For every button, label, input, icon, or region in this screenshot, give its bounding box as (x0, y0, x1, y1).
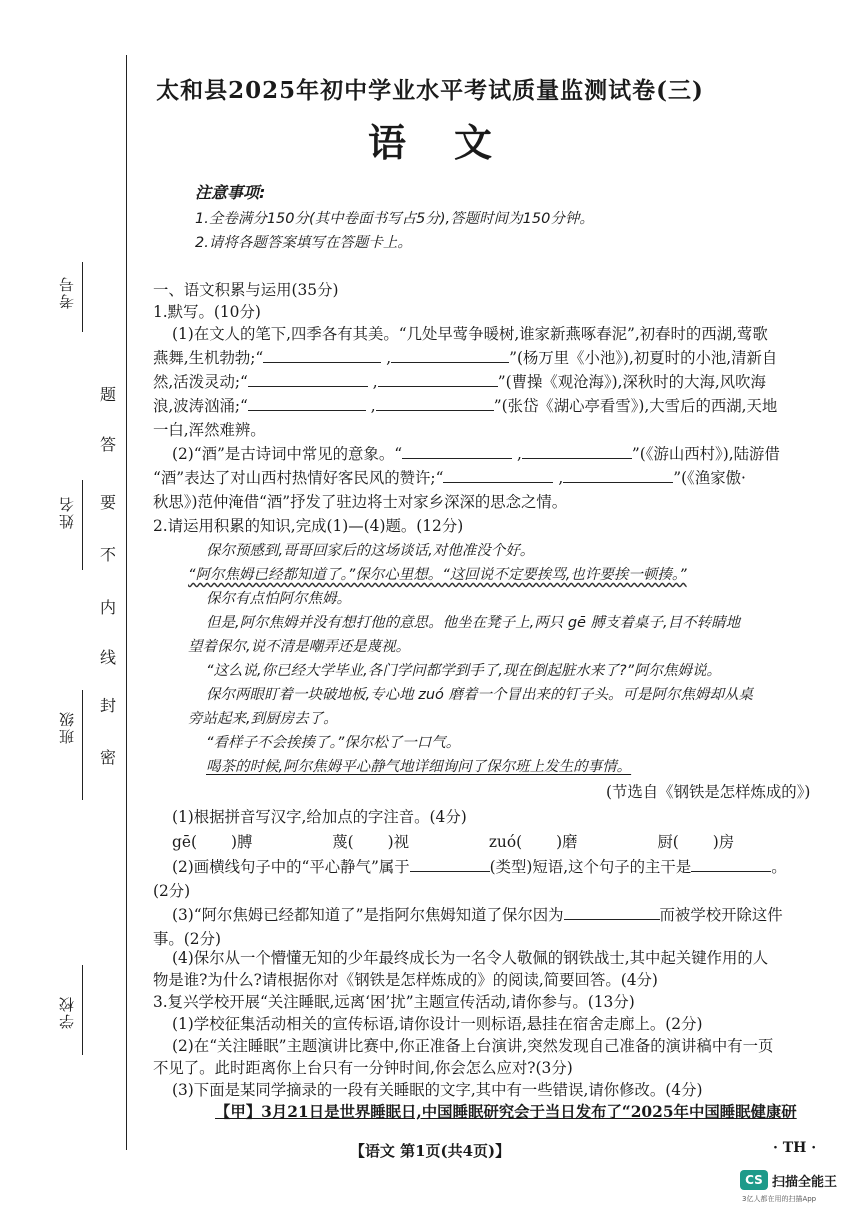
answer-blank[interactable] (376, 396, 494, 411)
pinyin-text: )磨 (556, 833, 578, 851)
passage-line-text: 喝茶的时候,阿尔焦姆平心静气地详细询问了保尔班上发生的事情。 (206, 759, 632, 775)
passage-line: 旁站起来,到厨房去了。 (188, 711, 338, 727)
pinyin-text: 蔑( (332, 833, 354, 851)
watermark-sub: 3亿人都在用的扫描App (742, 1195, 817, 1203)
name-line (82, 480, 83, 570)
q1-text-part: ”(杨万里《小池》),初夏时的小池,清新自 (509, 349, 778, 367)
q1-text-part: (2)“酒”是古诗词中常见的意象。“ (172, 445, 403, 463)
sub-question: 事。(2分) (153, 930, 221, 948)
notice-heading: 注意事项: (195, 183, 266, 202)
q1-text-part: ”(曹操《观沧海》),深秋时的大海,风吹海 (497, 373, 766, 391)
seal-char: 要 (100, 493, 117, 512)
answer-blank[interactable] (563, 468, 673, 483)
answer-blank[interactable] (564, 905, 660, 920)
seal-char: 封 (100, 696, 117, 715)
answer-blank[interactable] (402, 444, 512, 459)
page-footer: 【语文 第1页(共4页)】 (349, 1142, 511, 1160)
q1-text: (1)在文人的笔下,四季各有其美。“几处早莺争暖树,谁家新燕啄春泥”,初春时的西湖,莺歌 (172, 325, 768, 343)
sub-question-part: 而被学校开除这件 (659, 906, 783, 924)
name-label: 姓名 (58, 495, 76, 529)
sub-question (172, 855, 787, 877)
pinyin-text: )房 (712, 833, 735, 851)
q1-text-part: “酒”表达了对山西村热情好客民风的赞许;“ (153, 469, 444, 487)
sub-question: (2分) (153, 882, 191, 900)
seal-char: 题 (100, 385, 117, 404)
notice-item: 1.全卷满分150分(其中卷面书写占5分),答题时间为150分钟。 (195, 211, 594, 227)
passage-line: 保尔预感到,哥哥回家后的这场谈话,对他准没个好。 (206, 543, 535, 559)
passage-line: “这么说,你已经大学毕业,各门学问都学到手了,现在倒起脏水来了?”阿尔焦姆说。 (206, 663, 722, 679)
q1-text-part: ”(张岱《湖心亭看雪》),大雪后的西湖,天地 (493, 397, 778, 415)
seal-char: 线 (100, 648, 117, 667)
passage-line (206, 755, 631, 776)
sub-question-part: (类型)短语,这个句子的主干是 (489, 858, 692, 876)
sub-question-part: (2)画横线句子中的“平心静气”属于 (172, 858, 410, 876)
passage-line: 望着保尔,说不清是嘲弄还是蔑视。 (188, 639, 411, 655)
seal-char: 不 (100, 545, 117, 564)
q1-text: 一白,浑然难辨。 (153, 421, 266, 439)
q1-text-part: 浪,波涛汹涌;“ (153, 397, 248, 415)
sub-question: 物是谁?为什么?请根据你对《钢铁是怎样炼成的》的阅读,简要回答。(4分) (153, 971, 658, 989)
sub-question-part: (3)“阿尔焦姆已经都知道了”是指阿尔焦姆知道了保尔因为 (172, 906, 564, 924)
passage-line: “看样子不会挨揍了。”保尔松了一口气。 (206, 735, 461, 751)
q1-text: 燕舞,生机勃勃;“ , ”(杨万里《小池》),初夏时的小池,清新自 (153, 349, 778, 367)
pinyin-text: 厨( (657, 833, 679, 851)
cs-logo-icon: CS (740, 1170, 768, 1190)
answer-blank[interactable] (248, 396, 366, 411)
seal-char: 答 (100, 435, 117, 454)
pinyin-row (172, 830, 734, 852)
answer-blank[interactable] (410, 857, 490, 872)
binding-line (126, 55, 127, 1150)
sub-question (172, 903, 783, 925)
answer-blank[interactable] (248, 372, 368, 387)
sub-question: 不见了。此时距离你上台只有一分钟时间,你会怎么应对?(3分) (153, 1059, 573, 1077)
sub-question-part: 。 (771, 858, 787, 876)
sub-question: 【甲】3月21日是世界睡眠日,中国睡眠研究会于当日发布了“2025年中国睡眠健康研 (215, 1103, 797, 1121)
class-label: 班级 (58, 710, 76, 744)
pinyin-text: )膊 (230, 833, 253, 851)
answer-blank[interactable] (691, 857, 771, 872)
q1-text: “酒”表达了对山西村热情好客民风的赞许;“ , ”(《渔家傲· (153, 469, 746, 487)
q1-text-part: 燕舞,生机勃勃;“ (153, 349, 264, 367)
seal-char: 内 (100, 598, 117, 617)
q1-text-part: ”(《渔家傲· (673, 469, 746, 487)
sub-question: (4)保尔从一个懵懂无知的少年最终成长为一名令人敬佩的钢铁战士,其中起关键作用的人 (172, 949, 769, 967)
sub-question: (1)根据拼音写汉字,给加点的字注音。(4分) (172, 808, 467, 826)
question-title: 3.复兴学校开展“关注睡眠,远离‘困’扰”主题宣传活动,请你参与。(13分) (153, 993, 635, 1011)
school-label: 学校 (58, 995, 76, 1029)
question-title: 1.默写。(10分) (153, 303, 261, 321)
passage-source: (节选自《钢铁是怎样炼成的》) (606, 783, 811, 801)
sub-question: (3)下面是某同学摘录的一段有关睡眠的文字,其中有一些错误,请你修改。(4分) (172, 1081, 703, 1099)
answer-blank[interactable] (522, 444, 632, 459)
answer-blank[interactable] (443, 468, 553, 483)
sub-question: (2)在“关注睡眠”主题演讲比赛中,你正准备上台演讲,突然发现自己准备的演讲稿中有一页 (172, 1037, 774, 1055)
exam-no-line (82, 262, 83, 332)
answer-blank[interactable] (378, 372, 498, 387)
exam-title: 太和县2025年初中学业水平考试质量监测试卷(三) (156, 77, 704, 104)
exam-no-label: 考号 (58, 275, 76, 309)
passage-line: 但是,阿尔焦姆并没有想打他的意思。他坐在凳子上,两只 gē 膊支着桌子,目不转睛地 (206, 615, 741, 631)
answer-blank[interactable] (263, 348, 381, 363)
passage-line: 保尔有点怕阿尔焦姆。 (206, 591, 351, 607)
q1-text-part: 然,活泼灵动;“ (153, 373, 248, 391)
q1-text-part: ”(《游山西村》),陆游借 (631, 445, 780, 463)
watermark-name: 扫描全能王 (772, 1175, 838, 1190)
section-heading: 一、语文积累与运用(35分) (153, 281, 339, 299)
sub-question: (1)学校征集活动相关的宣传标语,请你设计一则标语,悬挂在宿舍走廊上。(2分) (172, 1015, 703, 1033)
subject-title: 语文 (367, 120, 540, 165)
answer-blank[interactable] (391, 348, 509, 363)
seal-char: 密 (100, 748, 117, 767)
pinyin-text: zuó( (488, 833, 523, 851)
q1-text: 秋思》)范仲淹借“酒”抒发了驻边将士对家乡深深的思念之情。 (153, 493, 568, 511)
question-title: 2.请运用积累的知识,完成(1)—(4)题。(12分) (153, 517, 464, 535)
pinyin-text: gē( (172, 833, 197, 851)
q1-text: 然,活泼灵动;“ , ”(曹操《观沧海》),深秋时的大海,风吹海 (153, 373, 766, 391)
school-line (82, 965, 83, 1055)
q1-text: 浪,波涛汹涌;“ , ”(张岱《湖心亭看雪》),大雪后的西湖,天地 (153, 397, 778, 415)
passage-line: 保尔两眼盯着一块破地板,专心地 zuó 磨着一个冒出来的钉子头。可是阿尔焦姆却从桌 (206, 687, 753, 703)
pinyin-text: )视 (387, 833, 409, 851)
notice-item: 2.请将各题答案填写在答题卡上。 (195, 235, 412, 251)
q1-text: (2)“酒”是古诗词中常见的意象。“ , ”(《游山西村》),陆游借 (172, 445, 780, 463)
passage-line-text: “阿尔焦姆已经都知道了。”保尔心里想。“这回说不定要挨骂,也许要挨一顿揍。” (188, 567, 687, 583)
paper-code: · TH · (773, 1140, 817, 1156)
class-line (82, 690, 83, 800)
passage-line (188, 563, 687, 584)
